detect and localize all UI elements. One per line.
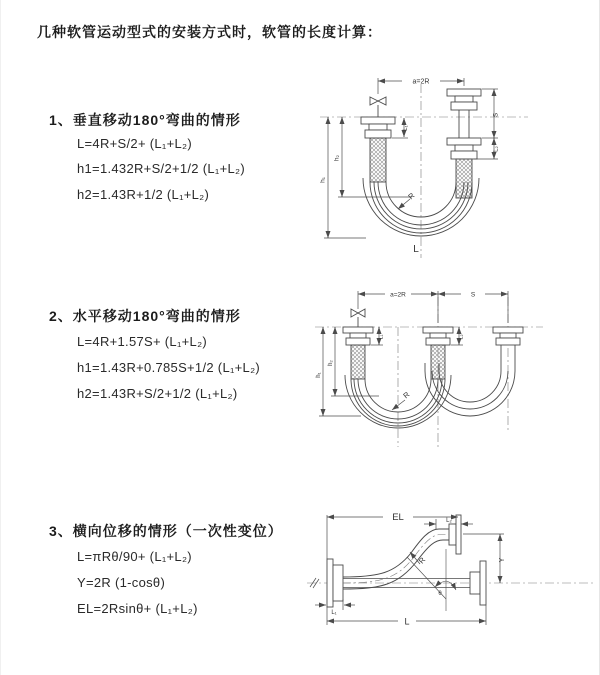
- diagram-lateral-displacement: [303, 503, 600, 640]
- diagram-horizontal-180-bend: [313, 283, 548, 451]
- dim-label-h2: h₂: [333, 154, 341, 162]
- dim-label-l2: L₂: [493, 146, 500, 152]
- dim-label-s: S: [470, 291, 476, 299]
- valve-icon: [370, 97, 386, 117]
- formula-line: L=4R+S/2+ (L₁+L₂): [77, 136, 192, 151]
- braided-hose-left: [351, 345, 365, 379]
- formula-line: h1=1.43R+0.785S+1/2 (L₁+L₂): [77, 360, 261, 375]
- braided-hose-middle: [431, 345, 445, 379]
- formula-line: L=πRθ/90+ (L₁+L₂): [77, 549, 192, 564]
- diagram-vertical-180-bend: [316, 68, 538, 260]
- dim-label-h1: h₁: [319, 177, 327, 183]
- right-flange-fitting-upper: [447, 89, 481, 110]
- right-flange-fitting: [493, 327, 523, 345]
- length-label: L: [413, 244, 419, 255]
- braided-hose-left: [370, 138, 386, 182]
- dim-label-a2r: a=2R: [390, 291, 406, 299]
- formula-line: L=4R+1.57S+ (L₁+L₂): [77, 334, 208, 349]
- right-flange-fitting: [470, 561, 486, 605]
- left-flange-fitting: [343, 327, 373, 345]
- section-1-heading: 1、垂直移动180°弯曲的情形: [49, 112, 241, 128]
- formula-line: h1=1.432R+S/2+1/2 (L₁+L₂): [77, 161, 245, 176]
- right-flange-fitting-lower: [447, 138, 481, 159]
- angle-construction: [407, 549, 456, 611]
- radius-leader: [392, 400, 405, 410]
- braided-hose-right: [456, 159, 472, 198]
- dim-label-el: EL: [392, 512, 404, 523]
- page-title: 几种软管运动型式的安装方式时，软管的长度计算：: [37, 24, 382, 40]
- radius-leader: [398, 199, 410, 209]
- left-flange-fitting: [327, 559, 343, 607]
- section-2-heading: 2、水平移动180°弯曲的情形: [49, 308, 241, 324]
- formula-line: EL=2Rsinθ+ (L₁+L₂): [77, 601, 198, 616]
- dim-label-l2: L₂: [458, 334, 465, 340]
- dim-label-l2: L₂: [446, 518, 452, 524]
- length-label: L: [404, 616, 410, 627]
- centerlines: [320, 84, 528, 258]
- middle-flange-fitting: [423, 327, 453, 345]
- dim-label-l1: L₁: [331, 610, 337, 616]
- dim-label-a2r: a=2R: [412, 78, 430, 86]
- dim-label-y: Y: [499, 557, 506, 563]
- radius-label: R: [416, 555, 428, 566]
- dim-label-s: S: [492, 112, 500, 118]
- dim-label-l1: L₁: [378, 334, 385, 340]
- curved-hose-displaced: [343, 529, 449, 589]
- formula-line: h2=1.43R+1/2 (L₁+L₂): [77, 187, 210, 202]
- dim-label-h2: h₂: [328, 360, 334, 366]
- valve-icon: [351, 309, 365, 327]
- radius-label: R: [406, 190, 417, 202]
- formula-line: h2=1.43R+S/2+1/2 (L₁+L₂): [77, 386, 238, 401]
- section-3-heading: 3、横向位移的情形（一次性变位）: [49, 523, 283, 539]
- centerlines: [315, 297, 543, 447]
- dim-label-l1: L₁: [403, 125, 409, 131]
- left-flange-fitting: [361, 117, 395, 138]
- radius-label: R: [401, 389, 412, 401]
- dim-top: [358, 291, 508, 323]
- angle-label: θ: [438, 591, 442, 597]
- formula-line: Y=2R (1-cosθ): [77, 575, 166, 590]
- dim-label-h1: h₁: [316, 372, 322, 378]
